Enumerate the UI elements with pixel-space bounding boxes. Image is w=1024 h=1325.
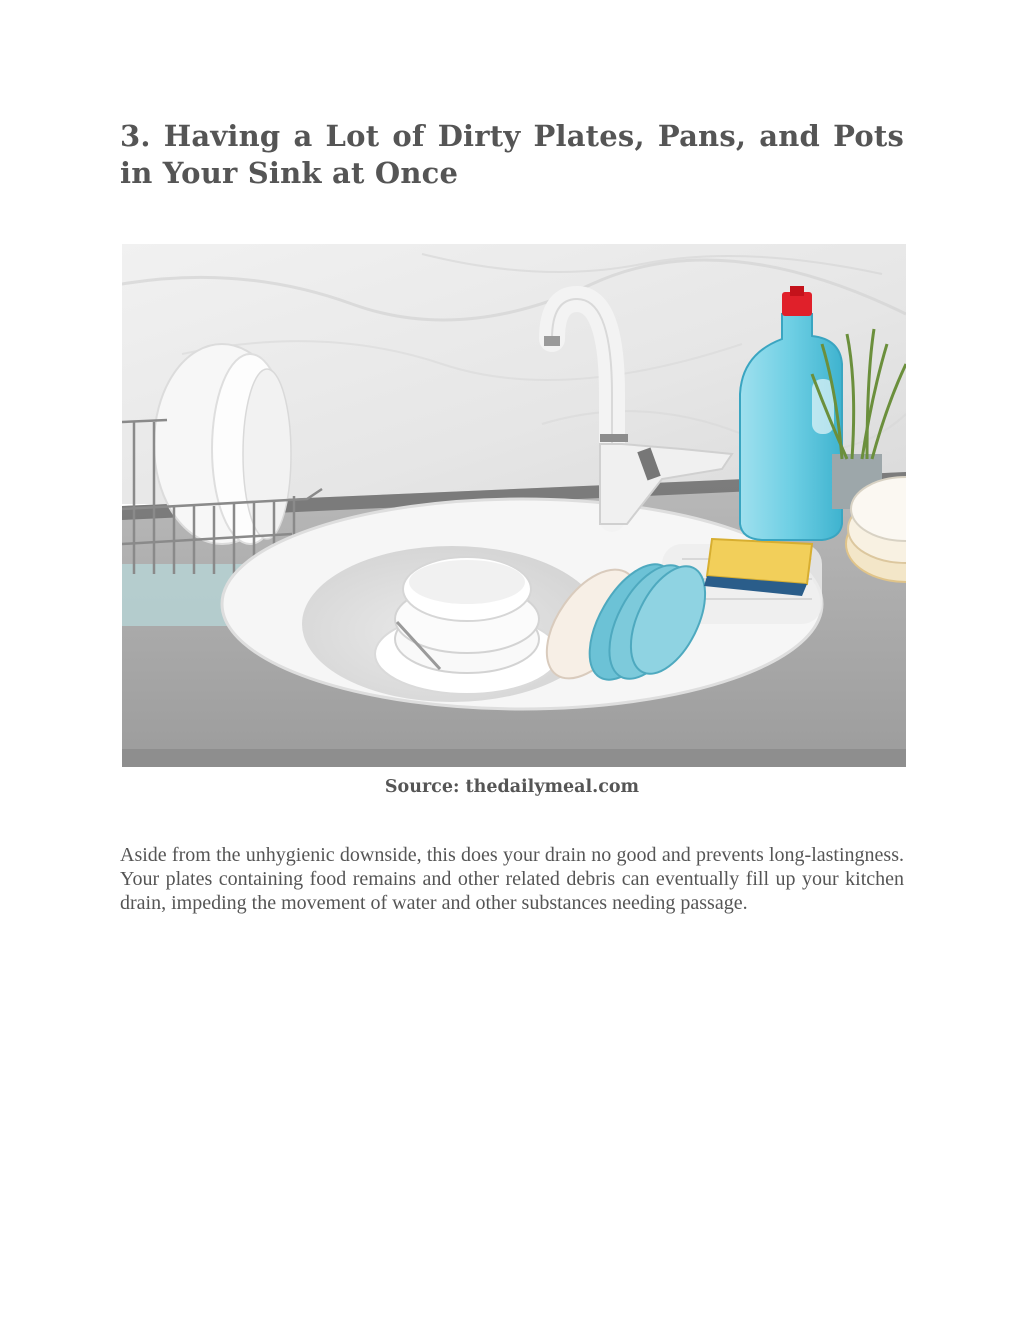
section-heading: 3. Having a Lot of Dirty Plates, Pans, and Pots in Your Sink at Once [120,119,904,190]
image-caption: Source: thedailymeal.com [384,777,640,797]
sponge [704,539,812,596]
sink-illustration [122,244,906,767]
body-paragraph: Aside from the unhygienic downside, this does your drain no good and prevents long-lastingness. Your plates containing food remains and other related debris can eventually fill up your kitchen drain, impeding the movement of water and other substances needing passage. [120,844,904,914]
sink-photo [122,244,906,767]
